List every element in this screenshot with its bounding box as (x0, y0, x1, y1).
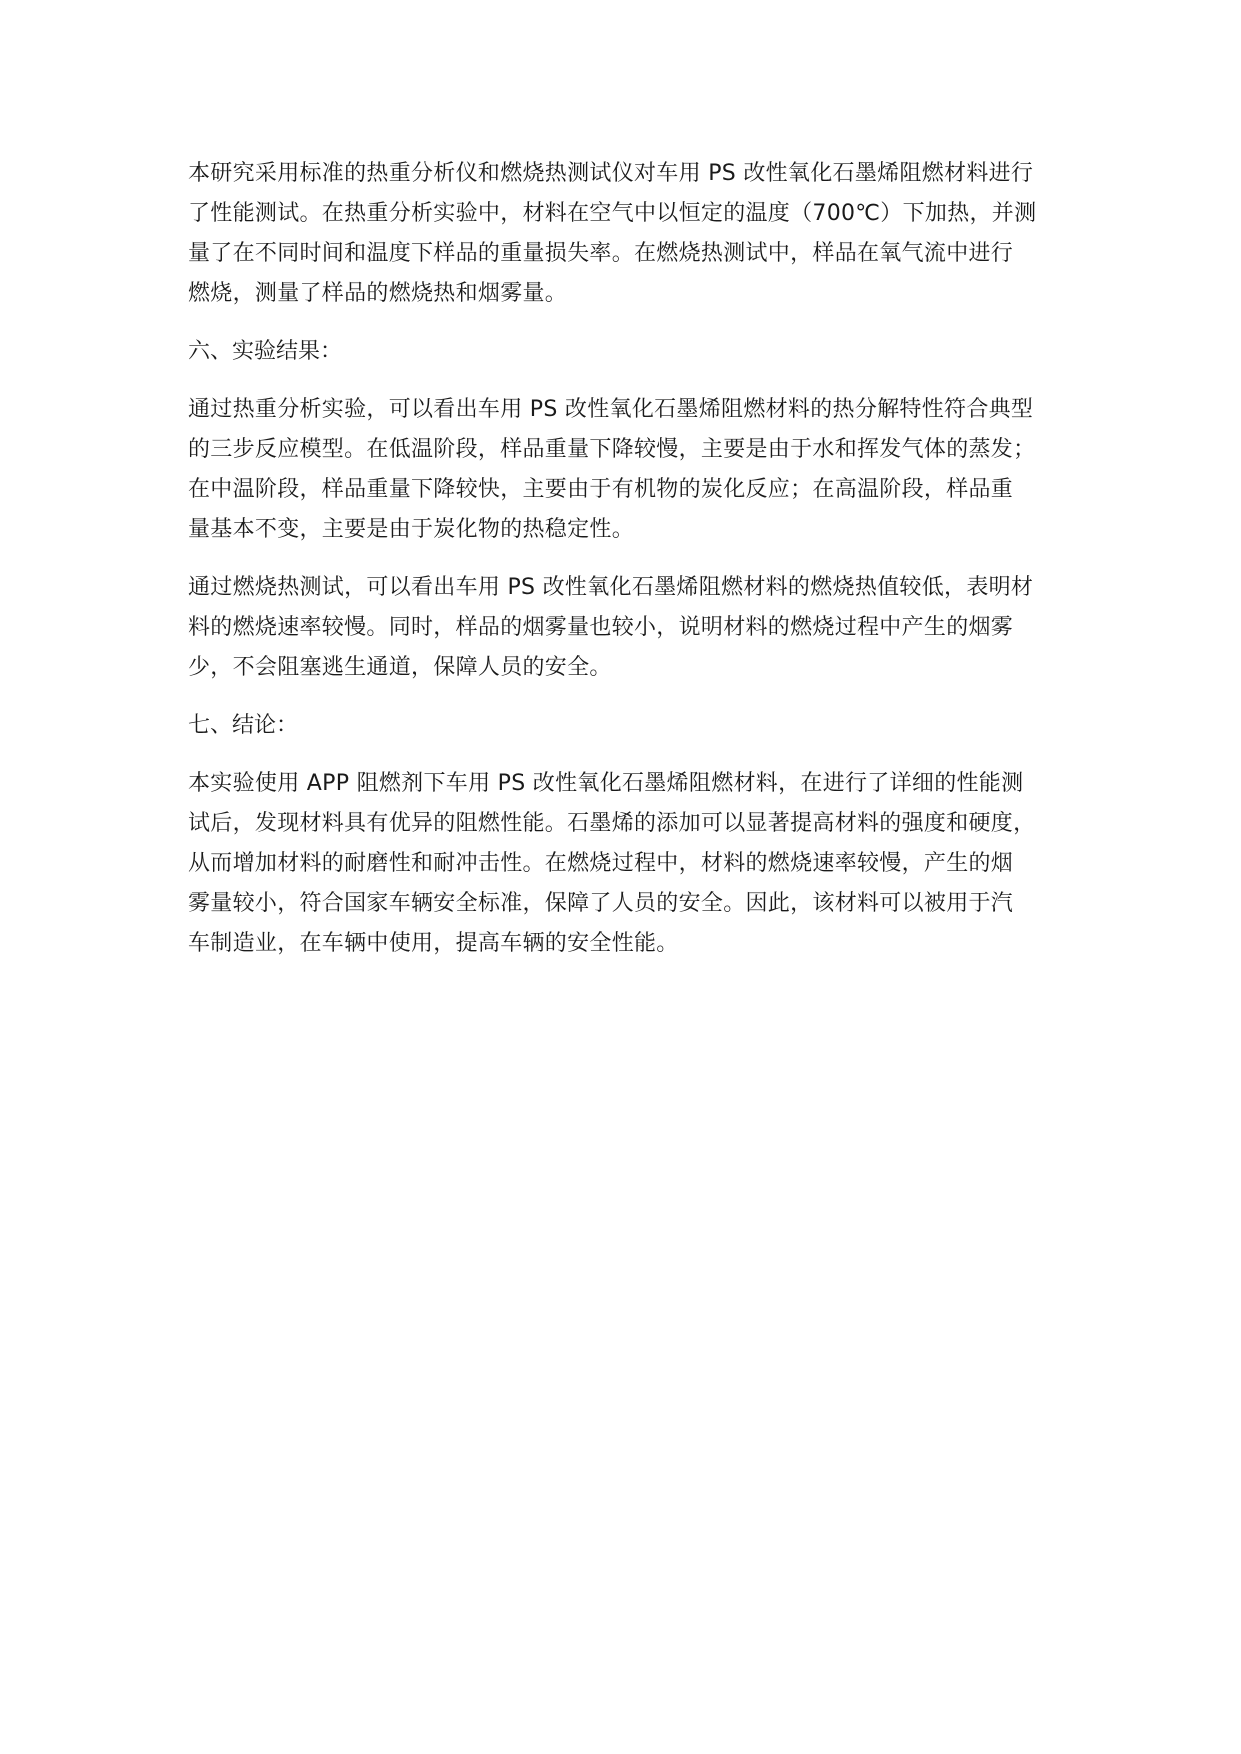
text-line: 量了在不同时间和温度下样品的重量损失率。在燃烧热测试中，样品在氧气流中进行 (188, 241, 1014, 266)
text-line: 在中温阶段，样品重量下降较快，主要由于有机物的炭化反应；在高温阶段，样品重 (188, 477, 1014, 502)
text-line: 本实验使用 APP 阻燃剂下车用 PS 改性氧化石墨烯阻燃材料，在进行了详细的性能测 (188, 771, 1024, 796)
paragraph-conclusion (188, 764, 1068, 964)
document-page (188, 154, 1068, 982)
text-line: 从而增加材料的耐磨性和耐冲击性。在燃烧过程中，材料的燃烧速率较慢，产生的烟 (188, 851, 1014, 876)
text-line: 通过热重分析实验，可以看出车用 PS 改性氧化石墨烯阻燃材料的热分解特性符合典型 (188, 397, 1034, 422)
section-heading-conclusion: 七、结论： (188, 713, 299, 738)
text-line: 料的燃烧速率较慢。同时，样品的烟雾量也较小，说明材料的燃烧过程中产生的烟雾 (188, 615, 1014, 640)
text-line: 车制造业，在车辆中使用，提高车辆的安全性能。 (188, 931, 679, 956)
text-line: 量基本不变，主要是由于炭化物的热稳定性。 (188, 517, 635, 542)
text-line: 本研究采用标准的热重分析仪和燃烧热测试仪对车用 PS 改性氧化石墨烯阻燃材料进行 (188, 161, 1034, 186)
text-line: 雾量较小，符合国家车辆安全标准，保障了人员的安全。因此，该材料可以被用于汽 (188, 891, 1014, 916)
text-line: 的三步反应模型。在低温阶段，样品重量下降较慢，主要是由于水和挥发气体的蒸发； (188, 437, 1036, 462)
text-line: 燃烧，测量了样品的燃烧热和烟雾量。 (188, 281, 568, 306)
paragraph-tga-results (188, 390, 1068, 550)
section-heading-results: 六、实验结果： (188, 339, 343, 364)
text-line: 试后，发现材料具有优异的阻燃性能。石墨烯的添加可以显著提高材料的强度和硬度， (188, 811, 1036, 836)
paragraph-test-methods (188, 154, 1068, 314)
text-line: 少，不会阻塞逃生通道，保障人员的安全。 (188, 655, 612, 680)
text-line: 了性能测试。在热重分析实验中，材料在空气中以恒定的温度（700℃）下加热，并测 (188, 201, 1037, 226)
text-line: 通过燃烧热测试，可以看出车用 PS 改性氧化石墨烯阻燃材料的燃烧热值较低，表明材 (188, 575, 1034, 600)
paragraph-combustion-results (188, 568, 1068, 688)
